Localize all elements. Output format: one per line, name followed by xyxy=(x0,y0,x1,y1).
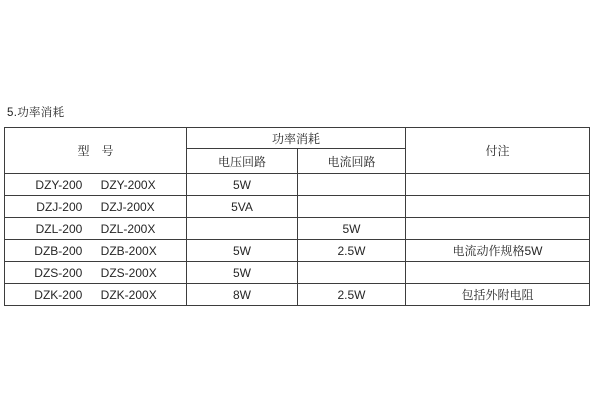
model-name: DZJ-200 xyxy=(36,199,83,214)
model-name: DZB-200 xyxy=(34,243,83,258)
model-cell xyxy=(5,218,187,240)
header-power-group: 功率消耗 xyxy=(187,128,406,149)
table-row xyxy=(5,240,590,262)
voltage-circuit-cell: 5W xyxy=(187,262,298,284)
model-name: DZL-200 xyxy=(35,221,83,236)
header-model: 型 号 xyxy=(5,128,187,174)
header-current-circuit: 电流回路 xyxy=(298,149,406,174)
note-cell xyxy=(406,218,590,240)
model-name: DZY-200 xyxy=(35,177,83,192)
current-circuit-cell xyxy=(298,174,406,196)
table-row xyxy=(5,196,590,218)
table-row xyxy=(5,174,590,196)
current-circuit-cell: 5W xyxy=(298,218,406,240)
voltage-circuit-cell xyxy=(187,218,298,240)
model-name: DZS-200 xyxy=(34,265,83,280)
header-voltage-circuit: 电压回路 xyxy=(187,149,298,174)
model-name: DZK-200 xyxy=(34,287,83,302)
model-name: DZJ-200X xyxy=(100,199,155,214)
table-header-row-top xyxy=(5,128,590,149)
header-note: 付注 xyxy=(406,128,590,174)
table-row xyxy=(5,218,590,240)
note-cell xyxy=(406,174,590,196)
table-row xyxy=(5,262,590,284)
current-circuit-cell xyxy=(298,262,406,284)
note-cell xyxy=(406,262,590,284)
current-circuit-cell xyxy=(298,196,406,218)
model-name: DZS-200X xyxy=(100,265,157,280)
model-cell xyxy=(5,284,187,306)
voltage-circuit-cell: 5W xyxy=(187,240,298,262)
model-name: DZY-200X xyxy=(100,177,156,192)
voltage-circuit-cell: 5W xyxy=(187,174,298,196)
model-cell xyxy=(5,262,187,284)
note-cell: 包括外附电阻 xyxy=(406,284,590,306)
model-name: DZL-200X xyxy=(100,221,156,236)
model-cell xyxy=(5,240,187,262)
model-cell xyxy=(5,174,187,196)
power-consumption-table xyxy=(4,127,590,306)
table-row xyxy=(5,284,590,306)
model-name: DZB-200X xyxy=(100,243,157,258)
voltage-circuit-cell: 5VA xyxy=(187,196,298,218)
current-circuit-cell: 2.5W xyxy=(298,240,406,262)
section-title: 5.功率消耗 xyxy=(7,107,65,119)
current-circuit-cell: 2.5W xyxy=(298,284,406,306)
note-cell xyxy=(406,196,590,218)
model-name: DZK-200X xyxy=(100,287,157,302)
model-cell xyxy=(5,196,187,218)
voltage-circuit-cell: 8W xyxy=(187,284,298,306)
note-cell: 电流动作规格5W xyxy=(406,240,590,262)
